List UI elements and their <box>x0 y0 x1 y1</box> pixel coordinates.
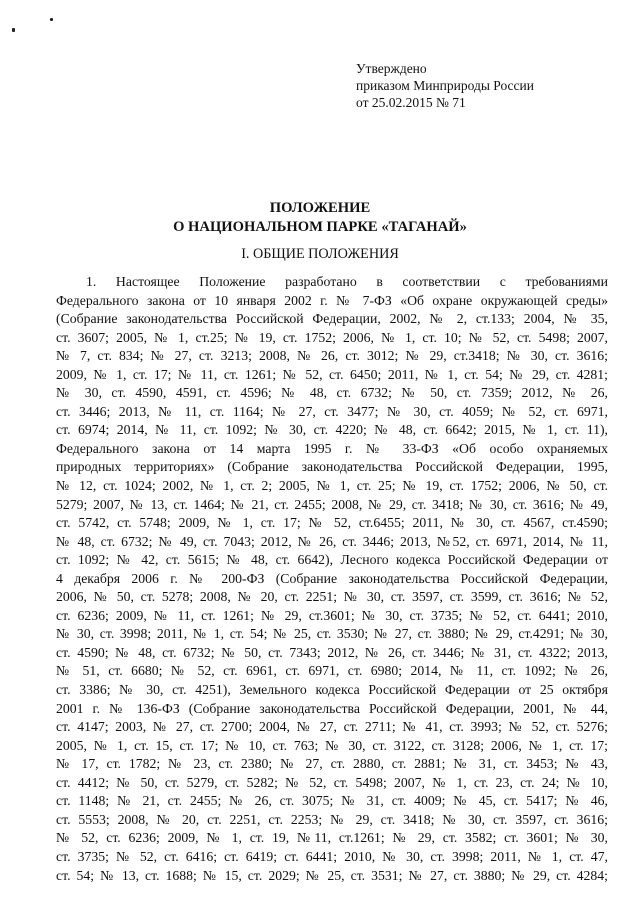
paragraph-line: ст. 5553; 2008, № 20, ст. 2251, ст. 2253; № 29, ст. 3418; № 30, ст. 3597, ст. 3616; <box>56 811 608 827</box>
section-heading: I. ОБЩИЕ ПОЛОЖЕНИЯ <box>241 246 399 262</box>
paragraph-line: Федерального закона от 14 марта 1995 г. № 33-ФЗ «Об особо охраняемых <box>56 440 608 456</box>
paragraph-line: 4 декабря 2006 г. № 200-ФЗ (Собрание законодательства Российской Федерации, <box>56 570 608 586</box>
paragraph-line: ст. 3607; 2005, № 1, ст.25; № 19, ст. 1752; 2006, № 1, ст. 10; № 52, ст. 5498; 2007, <box>56 329 608 345</box>
paragraph-line: ст. 4590; № 48, ст. 6732; № 50, ст. 7343; 2012, № 26, ст. 3446; № 31, ст. 4322; 2013, <box>56 644 608 660</box>
paragraph-line: ст. 4147; 2003, № 27, ст. 2700; 2004, № 27, ст. 2711; № 41, ст. 3993; № 52, ст. 5276; <box>56 719 608 735</box>
paragraph-line: № 17, ст. 1782; № 23, ст. 2380; № 27, ст. 2880, ст. 2881; № 31, ст. 3453; № 43, <box>56 756 608 772</box>
paragraph-line: ст. 5742, ст. 5748; 2009, № 1, ст. 17; № 52, ст.6455; 2011, № 30, ст. 4567, ст.4590; <box>56 515 608 531</box>
paragraph-line: ст. 54; № 13, ст. 1688; № 15, ст. 2029; № 25, ст. 3531; № 27, ст. 3880; № 29, ст. 4284; <box>56 867 608 883</box>
paragraph-line: 2001 г. № 136-ФЗ (Собрание законодательства Российской Федерации, 2001, № 44, <box>56 700 608 716</box>
paragraph-line: ст. 1092; № 42, ст. 5615; № 48, ст. 6642), Лесного кодекса Российской Федерации от <box>56 552 608 568</box>
paragraph-line: ст. 1148; № 21, ст. 2455; № 26, ст. 3075; № 31, ст. 4009; № 45, ст. 5417; № 46, <box>56 793 608 809</box>
paragraph-line: № 30, ст. 3998; 2011, № 1, ст. 54; № 25, ст. 3530; № 27, ст. 3880; № 29, ст.4291; № 30, <box>56 626 608 642</box>
paragraph-line: ст. 3446; 2013, № 11, ст. 1164; № 27, ст. 3477; № 30, ст. 4059; № 52, ст. 6971, <box>56 403 608 419</box>
paragraph-line: № 12, ст. 1024; 2002, № 1, ст. 2; 2005, № 1, ст. 25; № 19, ст. 1752; 2006, № 50, ст. <box>56 478 608 494</box>
approval-block <box>356 60 606 111</box>
paragraph-line: 1. Настоящее Положение разработано в соответствии с требованиями <box>86 274 608 289</box>
paragraph-line: Федерального закона от 10 января 2002 г. № 7-ФЗ «Об охране окружающей среды» <box>56 292 608 308</box>
paragraph-1 <box>56 273 608 885</box>
paragraph-line: 2009, № 1, ст. 17; № 11, ст. 1261; № 52, ст. 6450; 2011, № 1, ст. 54; № 29, ст. 4281; <box>56 366 608 382</box>
paragraph-line: 5279; 2007, № 13, ст. 1464; № 21, ст. 2455; 2008, № 29, ст. 3418; № 30, ст. 3616; № 49, <box>56 496 608 512</box>
approval-line-order: приказом Минприроды России <box>356 78 534 93</box>
paragraph-line: ст. 3735; № 52, ст. 6416; ст. 6419; ст. 6441; 2010, № 30, ст. 3998; 2011, № 1, ст. 47, <box>56 848 608 864</box>
scan-speck <box>12 28 15 32</box>
paragraph-line: № 48, ст. 6732; № 49, ст. 7043; 2012, № 26, ст. 3446; 2013, №52, ст. 6971, 2014, № 11, <box>56 533 608 549</box>
paragraph-line: ст. 6236; 2009, № 11, ст. 1261; № 29, ст.3601; № 30, ст. 3735; № 52, ст. 6441; 2010, <box>56 607 608 623</box>
document-title: ПОЛОЖЕНИЕ <box>269 200 371 216</box>
paragraph-line: 2006, № 50, ст. 5278; 2008, № 20, ст. 2251; № 30, ст. 3597, ст. 3599, ст. 3616; № 52, <box>56 589 608 605</box>
paragraph-line: № 30, ст. 4590, 4591, ст. 4596; № 48, ст. 6732; № 50, ст. 7359; 2012, № 26, <box>56 385 608 401</box>
paragraph-line: № 51, ст. 6680; № 52, ст. 6961, ст. 6971, ст. 6980; 2014, № 11, ст. 1092; № 26, <box>56 663 608 679</box>
paragraph-line: ст. 4412; № 50, ст. 5279, ст. 5282; № 52, ст. 5498; 2007, № 1, ст. 23, ст. 24; № 10, <box>56 774 608 790</box>
scan-speck <box>50 18 53 21</box>
paragraph-line: природных территориях» (Собрание законодательства Российской Федерации, 1995, <box>56 459 608 475</box>
paragraph-line: № 7, ст. 834; № 27, ст. 3213; 2008, № 26, ст. 3012; № 29, ст.3418; № 30, ст. 3616; <box>56 348 608 364</box>
approval-line-approved: Утверждено <box>356 61 427 76</box>
paragraph-line: № 52, ст. 6236; 2009, № 1, ст. 19, №11, ст.1261; № 29, ст. 3582; ст. 3601; № 30, <box>56 830 608 846</box>
paragraph-line: ст. 6974; 2014, № 11, ст. 1092; № 30, ст. 4220; № 48, ст. 6642; 2015, № 1, ст. 11), <box>56 422 608 438</box>
paragraph-line: ст. 3386; № 30, ст. 4251), Земельного кодекса Российской Федерации от 25 октября <box>56 682 608 698</box>
document-subtitle: О НАЦИОНАЛЬНОМ ПАРКЕ «ТАГАНАЙ» <box>173 219 467 235</box>
approval-line-date-number: от 25.02.2015 № 71 <box>356 95 466 110</box>
paragraph-line: (Собрание законодательства Российской Федерации, 2002, № 2, ст.133; 2004, № 35, <box>56 311 608 327</box>
paragraph-line: 2005, № 1, ст. 15, ст. 17; № 10, ст. 763; № 30, ст. 3122, ст. 3128; 2006, № 1, ст. 17; <box>56 737 608 753</box>
